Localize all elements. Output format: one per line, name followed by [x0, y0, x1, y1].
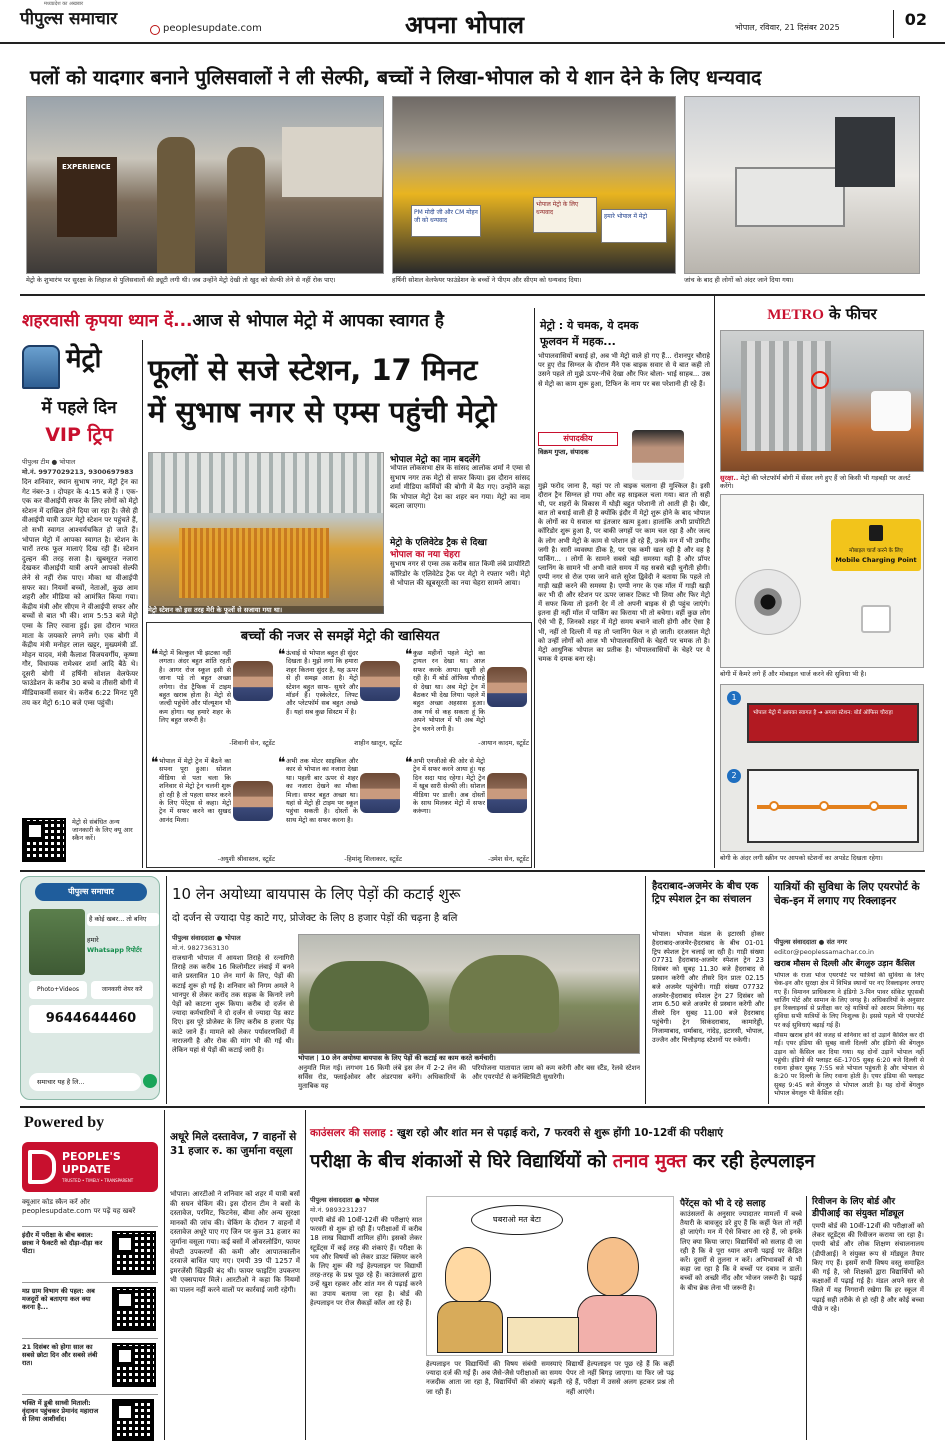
logo-bottom-text: UPDATE: [62, 1163, 111, 1176]
kids-head: बच्चों की नजर से समझें मेट्रो की खासियत: [240, 629, 440, 644]
vip-qr-code[interactable]: [22, 818, 66, 862]
side2-head2: भोपाल का नया चेहरा: [390, 550, 460, 560]
qr-code-3[interactable]: [112, 1343, 156, 1387]
plug-icon: [869, 525, 883, 541]
vip-qr-text: मेट्रो से संबंधित अन्य जानकारी के लिए क्यू आर स्कैन करें।: [72, 818, 133, 842]
exam-cartoon-caption: हेल्पलाइन पर विद्यार्थियों की विषय संबंधी समस्याएं ज्यादा दर्ज की गई हैं। अब जैसे-जैसे परीक्षाओं का समय नजदीक आता जा रहा है, विद्यार्थियों की शंकाएं बढ़ती जा रही हैं।: [426, 1360, 562, 1396]
exam-kicker-label: काउंसलर की सलाह :: [310, 1127, 394, 1139]
route-map-screen: [747, 769, 919, 843]
train-body: भोपाल। भोपाल मंडल के इटारसी होकर हैदराबाद-अजमेर-हैदराबाद के बीच 01-01 ट्रिप स्पेशल ट्रेन चलाई जा रही है। गाड़ी संख्या 07731 हैदराबाद-अजमेर स्पेशल ट्रेन 23 दिसंबर को सुबह 11.30 बजे हैदराबाद से प्रस्थान करेगी और तीसरे दिन प्रातः 02.15 बजे अजमेर पहुंचेगी। गाड़ी संख्या 07732 अजमेर-हैदराबाद स्पेशल ट्रेन 27 दिसंबर को शाम 6.50 बजे अजमेर से प्रस्थान करेगी और तीसरे दिन सुबह 11.00 बजे हैदराबाद पहुंचेगी। ट्रेन सिकंदराबाद, कामारेड्डी, निजामाबाद, धर्माबाद, नांदेड़, इटारसी, भोपाल, उज्जैन और चित्तौड़गढ़ स्टेशनों पर रुकेगी।: [652, 930, 764, 1044]
kid-quote-4: भोपाल में मेट्रो ट्रेन में बैठने का सपना पूरा हुआ। सोशल मीडिया से पता चला कि शनिवार से मेट्रो ट्रेन चलनी शुरू हो रही है तो पहला सफर करने के लिए पेरेंट्स से कहा। मेट्रो ट्रेन में सफर करने का सुखद आनंद मिला।: [159, 757, 231, 824]
exam-kicker-text: खुश रहो और शांत मन से पढ़ाई करो, 7 फरवरी से शुरू होंगी 10-12वीं की परीक्षाएं: [397, 1127, 724, 1139]
whatsapp-ad: [20, 876, 160, 1100]
masthead-logo[interactable]: पीपुल्स समाचार: [20, 9, 118, 29]
bypass-byline: पीपुल्स संवाददाता ● भोपाल: [172, 934, 241, 942]
features-title-en: METRO: [767, 307, 824, 323]
kid-card-3: ❝ कुछ महीनों पहले मेट्रो का ट्रायल रन देखा था। आज सफर करके आया। खुशी हो रही है। मैं बोर्ड ऑफिस चौराहे से देखा था। अब मेट्रो ट्रेन में बैठकर भी देख लिया। पहले में बहुत अच्छा अहसास हुआ। अब गर्व से कह सकता हूं कि अपने भोपाल में भी अब मेट्रो ट्रेन चलने लगी है। -आयान कादम, स्टूडेंट: [405, 647, 529, 747]
rto-body: भोपाल। आरटीओ ने शनिवार को शहर में यात्री बसों की सघन चेकिंग की। इस दौरान टीम ने बसों के दस्तावेज, परमिट, फिटनेस, बीमा और अन्य सुरक्षा मानकों की जांच की। चेकिंग के दौरान 7 वाहनों में दस्तावेज अधूरे पाए गए जिन पर कुल 31 हजार का जुर्माना वसूला गया। कई बसों में ओवरलोडिंग, फायर सेफ्टी उपकरणों की कमी और आपातकालीन दरवाजे बाधित पाए गए। एमपी 39 पी 1257 में इमरजेंसी खिड़की बंद थी। फायर फाइटिंग उपकरण भी एक्सपायर मिले। आरटीओ ने कहा कि नियमों का पालन नहीं करने वालों पर कार्रवाई जारी रहेगी।: [170, 1190, 300, 1294]
train-headline: हैदराबाद-अजमेर के बीच एक ट्रिप स्पेशल ट्रेन का संचालन: [652, 881, 759, 905]
globe-icon: [150, 25, 160, 35]
ad-line1: है कोई खबर... तो बनिए: [87, 913, 159, 926]
airport-body: भोपाल के राजा भोज एयरपोर्ट पर यात्रियों की सुविधा के लिए चेक-इन और सुरक्षा क्षेत्र में विभिन्न स्थानों पर नए रिक्लाइनर लगाए गए हैं। विमानन प्राधिकरण ने इंडिगो 3-पिन पावर सॉकेट यूएसबी चार्जिंग पोर्ट और सामान के लिए जगह है। अधिकारियों के अनुसार इन रिक्लाइनर्स से प्रतीक्षा कर रहे यात्रियों को आराम मिलेगा। यह सुविधा सभी यात्रियों के लिए निःशुल्क है। इससे पहले भी एयरपोर्ट पर कई सुविधाएं बढ़ाई गई हैं।: [774, 972, 924, 1029]
kids-box: [146, 622, 532, 868]
sensor-marker-icon: [811, 371, 829, 389]
feature-caption-2: बोगी में कैमरे लगे हैं और मोबाइल चार्ज करने की सुविधा भी है।: [720, 670, 867, 678]
powered-promo: क्यूआर कोड स्कैन करें और peoplesupdate.com पर पढ़ें यह खबरें: [22, 1198, 136, 1215]
revision-head: रिवीजन के लिए बोर्ड और डीपीआई का संयुक्त मॉड्यूल: [812, 1197, 904, 1219]
feature-photo-sensor: [720, 330, 924, 472]
feature-photo-camera-charger: [720, 494, 924, 668]
bypass-photo: [298, 934, 640, 1054]
powered-item-4-text: भक्ति में डूबी साध्वी मिताली: वृंदावन पहुंचकर प्रेमानंद महाराज से लिया आशीर्वाद।: [22, 1399, 99, 1423]
main-headline-line2: में सुभाष नगर से एम्स पहुंची मेट्रो: [148, 395, 497, 429]
exam-col4: विद्यार्थी हेल्पलाइन पर पूछ रहे हैं कि कहीं पेपर तो नहीं बिगड़ जाएगा। या फिर जो पढ़ रहे हैं, परीक्षा में उससे अलग हटकर प्रश्न तो नहीं आएंगे।: [566, 1360, 674, 1396]
exam-headline-c: कर रही हेल्पलाइन: [686, 1151, 815, 1172]
qr-code-4[interactable]: [112, 1399, 154, 1441]
exam-mobile: मो.नं. 9893231237: [310, 1206, 367, 1214]
kid-photo-2: [360, 661, 400, 701]
kid-name-2: शाहीन खातून, स्टूडेंट: [354, 739, 402, 747]
page-number: 02: [893, 10, 927, 38]
feature-caption-1-text: मेट्रो की प्लेटफॉर्म बोगी में सेंसर लगे हुए हैं जो किसी भी गड़बड़ी पर अलर्ट करेंगे।: [720, 474, 911, 490]
cartoon-mother: [587, 1237, 639, 1297]
vip-title: मेट्रो: [66, 344, 102, 374]
kid-photo-1: [233, 661, 273, 701]
banner-text: आज से भोपाल मेट्रो में आपका स्वागत है: [192, 311, 444, 331]
lead-photo-police-selfie: EXPERIENCE: [26, 96, 384, 274]
ad-whatsapp[interactable]: Whatsapp रिपोर्टर: [87, 946, 142, 954]
screen-number-1: 1: [727, 691, 741, 705]
kid-photo-4: [233, 781, 273, 821]
airport-side-head: खराब मौसम से दिल्ली और बेंगलुरु उड़ान कैंसिल: [774, 959, 915, 968]
metro-train-icon: [22, 345, 60, 389]
rto-headline: अधूरे मिले दस्तावेज, 7 वाहनों से 31 हजार रु. का जुर्माना वसूला: [170, 1131, 297, 1157]
kid-name-4: -अयुशी श्रीवास्तव, स्टूडेंट: [217, 855, 275, 863]
airport-byline: पीपुल्स संवाददाता ● संत नगर: [774, 938, 847, 946]
charger-panel: [831, 519, 921, 571]
exam-headline-b: तनाव मुक्त: [612, 1151, 687, 1172]
features-title: [720, 304, 924, 326]
lead-caption-3: जांच के बाद ही लोगों को अंदर जाने दिया गया।: [684, 276, 794, 284]
ad-logo[interactable]: पीपुल्स समाचार: [35, 883, 147, 901]
feature-caption-1: [720, 474, 924, 490]
kid-quote-6: अभी एनजीओ की ओर से मेट्रो ट्रेन में सफर करने आया हूं। यह दिन सदा याद रहेगा। मेट्रो ट्रेन में खूब सारी सेल्फी ली। सोशल मीडिया पर डाली। अब दोस्तों के साथ मिलकर मेट्रो में सफर करूंगा।: [413, 757, 485, 816]
side1-head: भोपाल मेट्रो का नाम बदलेंगे: [390, 455, 481, 465]
vip-box: [22, 341, 136, 455]
screen-number-2: 2: [727, 769, 741, 783]
powered-item-4[interactable]: [22, 1394, 158, 1444]
cartoon-table: [507, 1317, 579, 1353]
main-photo-decorated-station: [148, 452, 384, 614]
kid-name-5: -हिमांशु शिलाकार, स्टूडेंट: [344, 855, 402, 863]
exam-cartoon: [426, 1196, 674, 1356]
kid-card-5: ❝ अभी तक मोटर साइकिल और कार से भोपाल का नजारा देखा था। पहली बार ऊपर से शहर का नजारा देखने का मौका मिला। सफर बहुत अच्छा था। यहां से मेट्रो ही टाइम पर स्कूल पहुंचा सकती है। दोस्तों के साथ मेट्रो का सफर करना है। -हिमांशु शिलाकार, स्टूडेंट: [278, 755, 402, 863]
exam-kicker: [310, 1126, 925, 1140]
exam-headline: [310, 1148, 925, 1173]
editorial-author: विक्रम गुप्ता, संपादक: [538, 448, 589, 456]
cartoon-student: [445, 1247, 491, 1303]
parents-body: काउंसलरों के अनुसार ज्यादातर मामलों में बच्चे तैयारी के बावजूद डरे हुए हैं कि कहीं फेल तो नहीं हो जाएंगे। मन में ऐसे विचार आ रहे हैं, जो इनके लिए क्या किया जाए। विद्यार्थियों को सलाह दी जा रही है कि वे पूरा ध्यान अपनी पढ़ाई पर केंद्रित करें। दूसरों से तुलना न करें। अभिभावकों से भी कहा जा रहा है कि वे बच्चों पर दबाव न डालें। बच्चों को अच्छी नींद और भोजन जरूरी है। पढ़ाई के बीच ब्रेक लेना भी जरूरी है।: [680, 1210, 802, 1292]
lead-caption-1: मेट्रो के शुभारंभ पर सुरक्षा के लिहाज से पुलिसवालों की ड्यूटी लगी थी। जब उन्होंने मेट्रो देखी तो खुद को सेल्फी लेने से नहीं रोक पाए।: [26, 276, 336, 284]
placard-2: भोपाल मेट्रो के लिए धन्यवाद: [533, 197, 597, 233]
logo-tagline: TRUSTED • TIMELY • TRANSPARENT: [62, 1178, 134, 1183]
features-title-hi: के फीचर: [828, 305, 877, 323]
camera-dome-icon: [735, 569, 801, 635]
kid-quote-5: अभी तक मोटर साइकिल और कार से भोपाल का नजारा देखा था। पहली बार ऊपर से शहर का नजारा देखने का मौका मिला। सफर बहुत अच्छा था। यहां से मेट्रो ही टाइम पर स्कूल पहुंचा सकती है। दोस्तों के साथ मेट्रो का सफर करना है।: [286, 757, 358, 824]
kid-photo-5: [360, 773, 400, 813]
airport-email[interactable]: editor@peoplessamachar.co.in: [774, 948, 874, 956]
logo-p-icon: [28, 1150, 56, 1184]
airport-headline-visible: यात्रियों की सुविधा के लिए एयरपोर्ट के चेक-इन में लगाए गए रिक्लाइनर: [774, 881, 920, 907]
send-icon[interactable]: [143, 1074, 157, 1088]
bypass-photo-caption: भोपाल | 10 लेन अयोध्या बायपास के लिए पेड़ों की कटाई का काम करते कर्मचारी।: [298, 1054, 496, 1062]
kid-card-4: ❝ भोपाल में मेट्रो ट्रेन में बैठने का सपना पूरा हुआ। सोशल मीडिया से पता चला कि शनिवार से मेट्रो ट्रेन चलनी शुरू हो रही है तो पहला सफर करने के लिए पेरेंट्स से कहा। मेट्रो ट्रेन में सफर करने का सुखद आनंद मिला। -अयुशी श्रीवास्तव, स्टूडेंट: [151, 755, 275, 863]
powered-item-3[interactable]: [22, 1338, 158, 1392]
ad-button-share[interactable]: जानकारी शेयर करें: [91, 981, 153, 999]
welcome-banner: [22, 308, 532, 336]
vip-mobile: मो.नं. 9977029213, 9300697983: [22, 468, 134, 476]
dateline: भोपाल, रविवार, 21 दिसंबर 2025: [735, 23, 840, 32]
bypass-body: राजधानी भोपाल में आयशा तिराहे से रत्नागिरी तिराहे तक करीब 16 किलोमीटर लंबाई में बनने वाले प्रस्तावित 10 लेन मार्ग के लिए, पेड़ों की कटाई शुरू हो गई है। शनिवार को निगम अमले ने भानपुर से लेकर करोंद तक सड़क के किनारे लगे पेड़ों को काटना शुरू किया। करीब दो दर्जन से ज्यादा कर्मचारियों ने दो दर्जन से ज्यादा पेड़ काट दिए। इस पूरे प्रोजेक्ट के लिए करीब 8 हजार पेड़ काटे जाने हैं। मामले को लेकर पर्यावरणविदों में नाराजगी है और रोक की मांग भी की गई थी। लेकिन यहां से पेड़ों की कटाई जारी है।: [172, 954, 294, 1055]
editorial-label: संपादकीय: [538, 432, 618, 446]
editor-photo: [632, 430, 684, 480]
bypass-col3: परियोजना यातायात जाम को कम करेगी और बस स्टैंड, रेलवे स्टेशन और एयरपोर्ट से कनेक्टिविटी सुधारेगी।: [472, 1064, 640, 1082]
side2-body: सुभाष नगर से एम्स तक करीब सात किमी लंबे प्रायोरिटी कॉरिडोर के एलिवेटेड ट्रैक पर मेट्रो ने रफ्तार भरी। मेट्रो से भोपाल की खूबसूरती का नया चेहरा सामने आया।: [390, 560, 530, 588]
cartoon-speech-bubble: घबराओ मत बेटा: [471, 1205, 563, 1235]
cartoon-student-body: [437, 1301, 503, 1353]
charger-label-en: Mobile Charging Point: [835, 556, 917, 564]
bypass-subhead: दो दर्जन से ज्यादा पेड़ काटे गए, प्रोजेक्ट के लिए 8 हजार पेड़ों की चढ़ना है बलि: [172, 913, 458, 924]
revision-body: एमपी बोर्ड की 10वीं-12वीं की परीक्षाओं को लेकर स्टूडेंट्स की रिवीजन कराया जा रहा है। एमपी बोर्ड और लोक शिक्षण संचालनालय (डीपीआई) ने संयुक्त रूप से मॉड्यूल तैयार किए गए हैं। इसमें सभी विषय वस्तु समाहित की गई है, जो शिक्षकों द्वारा विद्यार्थियों को कक्षाओं में पढ़ाई गई है। मंडल अपने स्तर से जिले में यह निगरानी रखेगा कि हर स्कूल में पढ़ाई सही तरीके से हो रही है और कोई बच्चा पीछे न रहे।: [812, 1222, 924, 1313]
powered-item-3-text: 21 दिसंबर को होगा साल का सबसे छोटा दिन और सबसे लंबी रात।: [22, 1343, 98, 1367]
parents-head: पैरेंट्स को भी दे रहे सलाह: [680, 1199, 766, 1209]
kid-photo-3: [487, 667, 527, 707]
lead-photo-security-check: [684, 96, 920, 274]
ad-phone-number[interactable]: 9644644460: [29, 1005, 153, 1033]
main-photo-caption: मेट्रो स्टेशन को इस तरह मेरी के फूलों से सजाया गया था।: [148, 606, 384, 614]
side1-body: भोपाल लोकसभा क्षेत्र के सांसद आलोक शर्मा ने एम्स से सुभाष नगर तक मेट्रो से सफर किया। इस दौरान सांसद शर्मा मीडिया कर्मियों की बोगी में बैठ गए। उन्होंने कहा कि भोपाल मेट्रो देश का शहर बन गया। मेट्रो का नाम बदला जाएगा।: [390, 464, 530, 511]
kid-card-6: ❝ अभी एनजीओ की ओर से मेट्रो ट्रेन में सफर करने आया हूं। यह दिन सदा याद रहेगा। मेट्रो ट्रेन में खूब सारी सेल्फी ली। सोशल मीडिया पर डाली। अब दोस्तों के साथ मिलकर मेट्रो में सफर करूंगा। -उमेश सेन, स्टूडेंट: [405, 755, 529, 863]
feature-caption-3: बोगी के अंदर लगी स्क्रीन पर आपको स्टेशनों का अपडेट दिखता रहेगा।: [720, 854, 883, 862]
banner-prefix: शहरवासी कृपया ध्यान दें...: [22, 311, 193, 331]
editorial-body: मुझे फरोद जाना है, यहां पर तो बाइक चलाना ही मुश्किल है। इसी दौरान ट्रैन सिग्नल हो गया और वह साइकल चला गया। बात तो सही थी, पर शहरों के विकास में थोड़ी बहुत परेशानी तो आती ही है। खैर, बात तो बधाई वाली ही है क्योंकि इंदौर में मेट्रो शुरू होने के बाद भोपाल के लोगों का ये सवाल था इंतजार खत्म हुआ। हालांकि अभी प्रायोरिटी कॉरिडोर शुरू हुआ है, पर बाकी जगहों पर काम चल रहा है और जल्द के लोग अभी मेट्रो के काम से परेशान हो रहे हैं, उनके मन में भी उम्मीद जगी है। सारी व्यवस्था ठीक है, पर एक कमी खल रही है और वह है पार्किंग... । लोगों के सामने सबसे बड़ी समस्या यही है और प्रॉपर प्लानिंग के सामने भी अभी वाले समय में यह सबसे बड़ी चुनौती होगी। एम्पी नगर से रोज एम्स जाने वाले सुरेश द्विवेदी ने बताया कि पहले तो गाड़ी खड़ी करने की समस्या है। एम्पी नगर के एक मॉल में गाड़ी खड़ी कर भी दी और स्टेशन पर ऊपर जाकर टिकट भी लिया और फिर मेट्रो में सफर किया तो इतनी देर में तो अपनी बाइक से ही पहुंच जाएंगे। इतना ही नहीं मॉल में पार्किंग का किराया भी तो बचेगा। वहीं कुछ लोग ऐसे भी हैं, जिनको शहर में मेट्रो समय बचाने वाली होगी और ऐसा है भी, नहीं तो दिल्ली में यह तो प्लानिंग फेल न हो जाती। दरअसल मेट्रो को उन्हीं लोगों को आज भी भोपालवासियों के चेहरों पर चमक तो है। मेट्रो आधुनिक भोपाल का प्रतीक है। भोपालवासियों के चेहरे पर ये चमक ये दमक बना रहे।: [538, 482, 710, 663]
masthead-logo-tag: मध्यप्रदेश का अखबार: [44, 1, 84, 7]
ad-reporter-photo: [29, 909, 85, 975]
exam-headline-a: परीक्षा के बीच शंकाओं से घिरे विद्यार्थियों को: [310, 1151, 613, 1172]
section-title: अपना भोपाल: [405, 11, 525, 39]
ad-line2: हमारे: [87, 936, 99, 944]
lead-photo-children-placards: [392, 96, 676, 274]
placard-1: PM मोदी जी और CM मोहन जी को धन्यवाद: [411, 205, 481, 237]
ad-message-input[interactable]: समाचार यह है लि...: [29, 1073, 141, 1091]
feature-caption-1-bold: सुरक्षा..: [720, 474, 739, 482]
kid-card-1: ❝ मेट्रो में बिल्कुल भी झटका नहीं लगता। अंदर बहुत शांति रहती है। आगर रोज स्कूल इसी से जाना पड़े तो बहुत अच्छा लगेगा। रोड ट्रैफिक में टाइम बहुत खराब होता है। मेट्रो से जल्दी पहुंचेंगे और पॉल्यूशन भी कम होगा। यह हमारे शहर के लिए बहुत जरूरी है। -शिवानी सेन, स्टूडेंट: [151, 647, 275, 747]
exam-byline: पीपुल्स संवाददाता ● भोपाल: [310, 1196, 379, 1204]
kid-name-6: -उमेश सेन, स्टूडेंट: [488, 855, 529, 863]
bypass-col2: अनुमति मिल गई। लगभग 16 किमी लंबे इस लेन में 2-2 लेन की सर्विस रोड, फ्लाईओवर और अंडरपास बनेंगे। अधिकारियों के मुताबिक यह: [298, 1064, 466, 1091]
powered-item-2[interactable]: [22, 1282, 158, 1336]
vip-body: दिन शनिवार, स्थान सुभाष नगर, मेट्रो ट्रेन का गेट नंबर-3 । दोपहर के 4:15 बजे हैं । एक-एक कर वीआईपी सफर के लिए लोगों को मेट्रो स्टेशन में दाखिल होने दिया जा रहा है। जैसे ही वीआईपी यात्री ऊपर मेट्रो स्टेशन पर पहुंचते हैं, तो सभी स्वागत आश्चर्यचकित हो जाते हैं। भोपाल मेट्रो में आपका स्वागत है। स्टेशन के चारों तरफ फूल मालाएं दिख रही हैं। स्टेशन दुल्हन की तरह सजा है। खुबसूरत नजारा देखकर वीआईपी यात्री अपने आपको सेल्फी लेने से नहीं रोक पाए। मौका था वीआईपी सफर का। नियमों बच्चों, नेताओं, कुछ आम शहरी और मीडिया को आमंत्रित किया गया। केंद्रीय मंत्री और सीएम ने वीआईपी सफर और बच्चों से बात भी की। शाम 5:53 बजे मेट्रो एम्स के लिए रवाना हुई। इस दौरान भारत माता के जयकारे लगने लगे। एक बोगी में केंद्रीय मंत्री मनोहर लाल खट्टर, मुख्यमंत्री डॉ. मोहन यादव, मंत्री कैलाश विजयवर्गीय, कृष्णा गौर, विधायक रामेश्वर शर्मा आदि बैठे थे। दूसरी बोगी में हर्षिनी सोशल वेलफेयर फाउंडेशन के करीब 30 बच्चे व तीसरी बोगी में मीडियाकर्मी सवार थे। करीब 6:22 मिनट पूरी तय कर मेट्रो 6:10 बजे एम्स पहुंची।: [22, 478, 138, 707]
bypass-mobile: मो.नं. 9827363130: [172, 944, 229, 952]
lead-headline: पलों को यादगार बनाने पुलिसवालों ने ली सेल्फी, बच्चों ने लिखा-भोपाल को ये शान देने के लिए धन्यवाद: [30, 66, 762, 89]
kid-name-3: -आयान कादम, स्टूडेंट: [478, 739, 529, 747]
powered-item-2-text: मप्र ग्राम विभाग की पहल: अब मजदूरों को बताएगा कल क्या करना है...: [22, 1287, 95, 1311]
masthead: [0, 0, 945, 44]
editorial-lead: भोपालवासियों बधाई हो, अब भी मेट्रो वाले हो गए हैं... रोशनपुर चौराहे पर हुए रोड सिग्नल के दौरान मैंने एक बाइक सवार से ये बात कही तो उसने पहले तो मुझे ऊपर-नीचे देखा और फिर बोला- भाई साहब... उस्र से मेट्रो का काम शुरू हुआ, टिफिन के नाम पर बस परेशानी ही रहे हैं।: [538, 352, 710, 388]
kid-quote-3: कुछ महीनों पहले मेट्रो का ट्रायल रन देखा था। आज सफर करके आया। खुशी हो रही है। मैं बोर्ड ऑफिस चौराहे से देखा था। अब मेट्रो ट्रेन में बैठकर भी देख लिया। पहले में बहुत अच्छा अहसास हुआ। अब गर्व से कह सकता हूं कि अपने भोपाल में भी अब मेट्रो ट्रेन चलने लगी है।: [413, 649, 485, 733]
usb-socket-icon: [861, 605, 891, 633]
ad-button-photos[interactable]: Photo+Videos: [29, 981, 87, 999]
side2-head1: मेट्रो के एलिवेटेड ट्रैक से दिखा: [390, 538, 487, 548]
vip-label: VIP ट्रिप: [45, 424, 113, 446]
masthead-website[interactable]: peoplesupdate.com: [163, 23, 262, 34]
kid-quote-1: मेट्रो में बिल्कुल भी झटका नहीं लगता। अंदर बहुत शांति रहती है। आगर रोज स्कूल इसी से जाना पड़े तो बहुत अच्छा लगेगा। रोड ट्रैफिक में टाइम बहुत खराब होता है। मेट्रो से जल्दी पहुंचेंगे और पॉल्यूशन भी कम होगा। यह हमारे शहर के लिए बहुत जरूरी है।: [159, 649, 231, 725]
editorial-head-2: फूलवन में महक...: [540, 335, 616, 348]
kid-card-2: ❝ ऊंचाई से भोपाल बहुत ही सुंदर दिखता है। मुझे लगा कि हमारा शहर कितना सुंदर है, यह ऊपर से ही समझ आता है। मेट्रो स्टेशन बहुत साफ- सुथरे और मॉडर्न हैं। एस्केलेटर, लिफ्ट और प्लेटफॉर्म सब बहुत अच्छे हैं। यहां सब कुछ सिस्टम में है। शाहीन खातून, स्टूडेंट: [278, 647, 402, 747]
qr-code-1[interactable]: [112, 1231, 156, 1275]
exam-col1: एमपी बोर्ड की 10वीं-12वीं की परीक्षाएं सात फरवरी से शुरू हो रही हैं। परीक्षाओं में करीब 18 लाख विद्यार्थी शामिल होंगे। इसको लेकर स्टूडेंट्स में कई तरह की शंकाएं हैं। परीक्षा के भय और विषयों को लेकर डाउट क्लियर करने के लिए शुरू की गई हेल्पलाइन पर विद्यार्थी तरह-तरह के प्रश्न पूछ रहे हैं। काउंसलर्स द्वारा उन्हें खुश रहकर और शांत मन से पढ़ाई करने का उपाय बताया जा रहा है। बोर्ड की हेल्पलाइन पर रोज सैकड़ों कॉल आ रहे हैं।: [310, 1216, 422, 1307]
main-headline-line1: फूलों से सजे स्टेशन, 17 मिनट: [148, 353, 478, 387]
charger-label-hi: मोबाइल चार्ज करने के लिए: [849, 548, 903, 554]
editorial-head-1: मेट्रो : ये चमक, ये दमक: [540, 319, 639, 332]
peoples-update-logo[interactable]: [22, 1142, 158, 1192]
kid-quote-2: ऊंचाई से भोपाल बहुत ही सुंदर दिखता है। मुझे लगा कि हमारा शहर कितना सुंदर है, यह ऊपर से ही समझ आता है। मेट्रो स्टेशन बहुत साफ- सुथरे और मॉडर्न हैं। एस्केलेटर, लिफ्ट और प्लेटफॉर्म सब बहुत अच्छे हैं। यहां सब कुछ सिस्टम में है।: [286, 649, 358, 716]
kid-photo-6: [487, 773, 527, 813]
bypass-headline: 10 लेन अयोध्या बायपास के लिए पेड़ों की कटाई शुरू: [172, 885, 461, 903]
station-screen: भोपाल मेट्रो में आपका स्वागत है ➜ अगला स्टेशन: बोर्ड ऑफिस चौराहा: [747, 703, 919, 743]
placard-3: हमारे भोपाल में मेट्रो: [601, 209, 667, 243]
logo-top-text: PEOPLE'S: [62, 1150, 121, 1163]
vip-subtitle: में पहले दिन: [41, 398, 117, 418]
powered-item-1[interactable]: [22, 1226, 158, 1280]
kid-name-1: -शिवानी सेन, स्टूडेंट: [229, 739, 275, 747]
vip-byline: पीपुल्स टीम ● भोपाल: [22, 458, 76, 466]
lead-caption-2: हर्षिनी सोशल वेलफेयर फाउंडेशन के बच्चों ने पीएम और सीएम को धन्यवाद दिया।: [392, 276, 582, 284]
airport-side-body: मौसम खराब होने की वजह से शनिवार को दो उड़ानें कैंसिल कर दी गईं। एयर इंडिया की सुबह वाली दिल्ली और इंडिगो की बेंगलुरु उड़ान को कैंसिल कर दिया गया। यह दोनों उड़ानें भोपाल नहीं पहुंची। इंडिगो की फ्लाइट 6E-1705 सुबह 6:20 बजे दिल्ली से रवाना होकर सुबह 7:55 बजे भोपाल पहुंचती है और भोपाल से 8:20 पर दिल्ली के लिए रवाना होती है। एयर इंडिया की फ्लाइट सुबह 9:45 बजे बेंगलुरु से भोपाल आती है। यह दोनों बेंगलुरु भोपाल बेंगलुरु भी कैंसिल रही।: [774, 1032, 924, 1098]
powered-by-label: Powered by: [24, 1114, 105, 1131]
qr-code-2[interactable]: [112, 1287, 156, 1331]
powered-item-1-text: इंदौर में परीक्षा के बीच बवाल: छात्रा ने फैक्टरी को दौड़ा-दौड़ा कर पीटा।: [22, 1231, 103, 1255]
feature-photo-screen: [720, 684, 924, 852]
cartoon-mother-body: [577, 1295, 657, 1353]
